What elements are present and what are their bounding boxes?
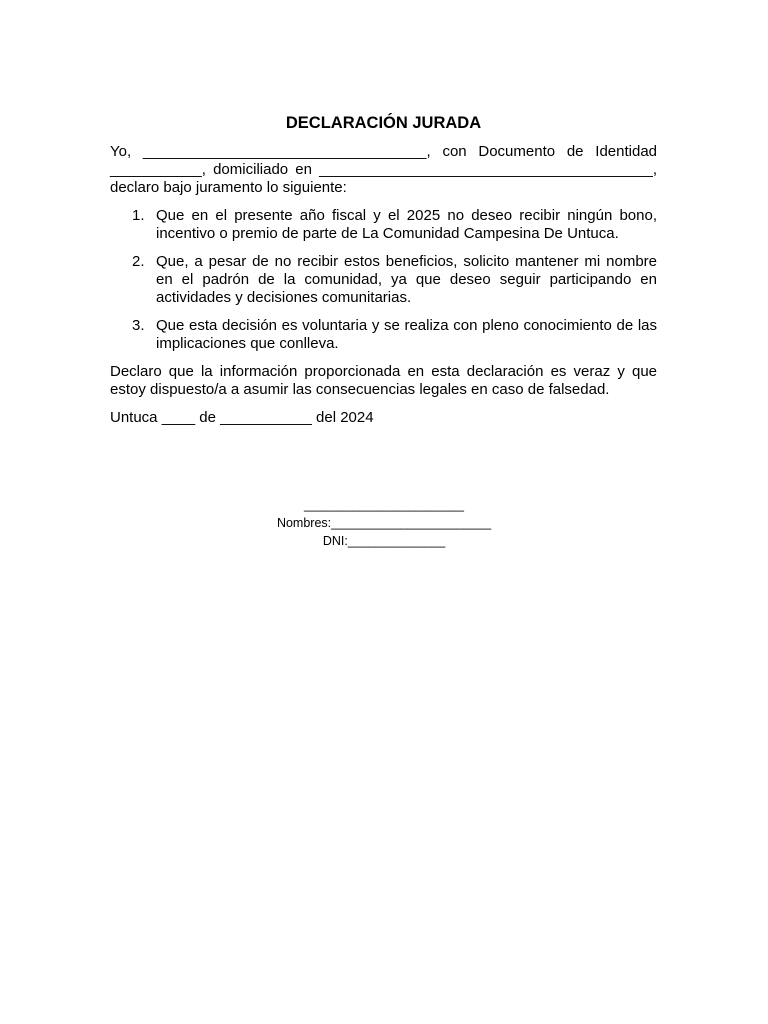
declaration-list [110,207,657,353]
nombres-field: Nombres:_______________________ [276,516,492,530]
list-item [110,317,657,353]
list-item [110,253,657,307]
signature-line: _______________________ [304,498,464,512]
document-body [110,113,657,437]
list-item-text: Que en el presente año fiscal y el 2025 no deseo recibir ningún bono, incentivo o premio de parte de La Comunidad Campesina De Untuca. [156,207,657,242]
list-item-number: 1. [132,207,145,224]
date-line: Untuca ____ de ___________ del 2024 [110,409,374,426]
list-item [110,207,657,243]
list-item-number: 2. [132,253,145,270]
dni-field: DNI:______________ [322,534,446,548]
list-item-text: Que, a pesar de no recibir estos beneficios, solicito mantener mi nombre en el padrón de la comunidad, ya que deseo seguir participando en actividades y decisiones comunitarias. [156,253,657,306]
list-item-text: Que esta decisión es voluntaria y se realiza con pleno conocimiento de las implicaciones que conlleva. [156,317,657,352]
document-title: DECLARACIÓN JURADA [285,114,482,132]
closing-paragraph: Declaro que la información proporcionada en esta declaración es veraz y que estoy dispuesto/a a asumir las consecuencias legales en caso de falsedad. [110,363,657,398]
intro-paragraph: Yo, __________________________________, con Documento de Identidad ___________, domiciliado en ________________________________________, declaro bajo juramento lo siguiente: [110,143,657,196]
list-item-number: 3. [132,317,145,334]
signature-block [0,496,768,550]
